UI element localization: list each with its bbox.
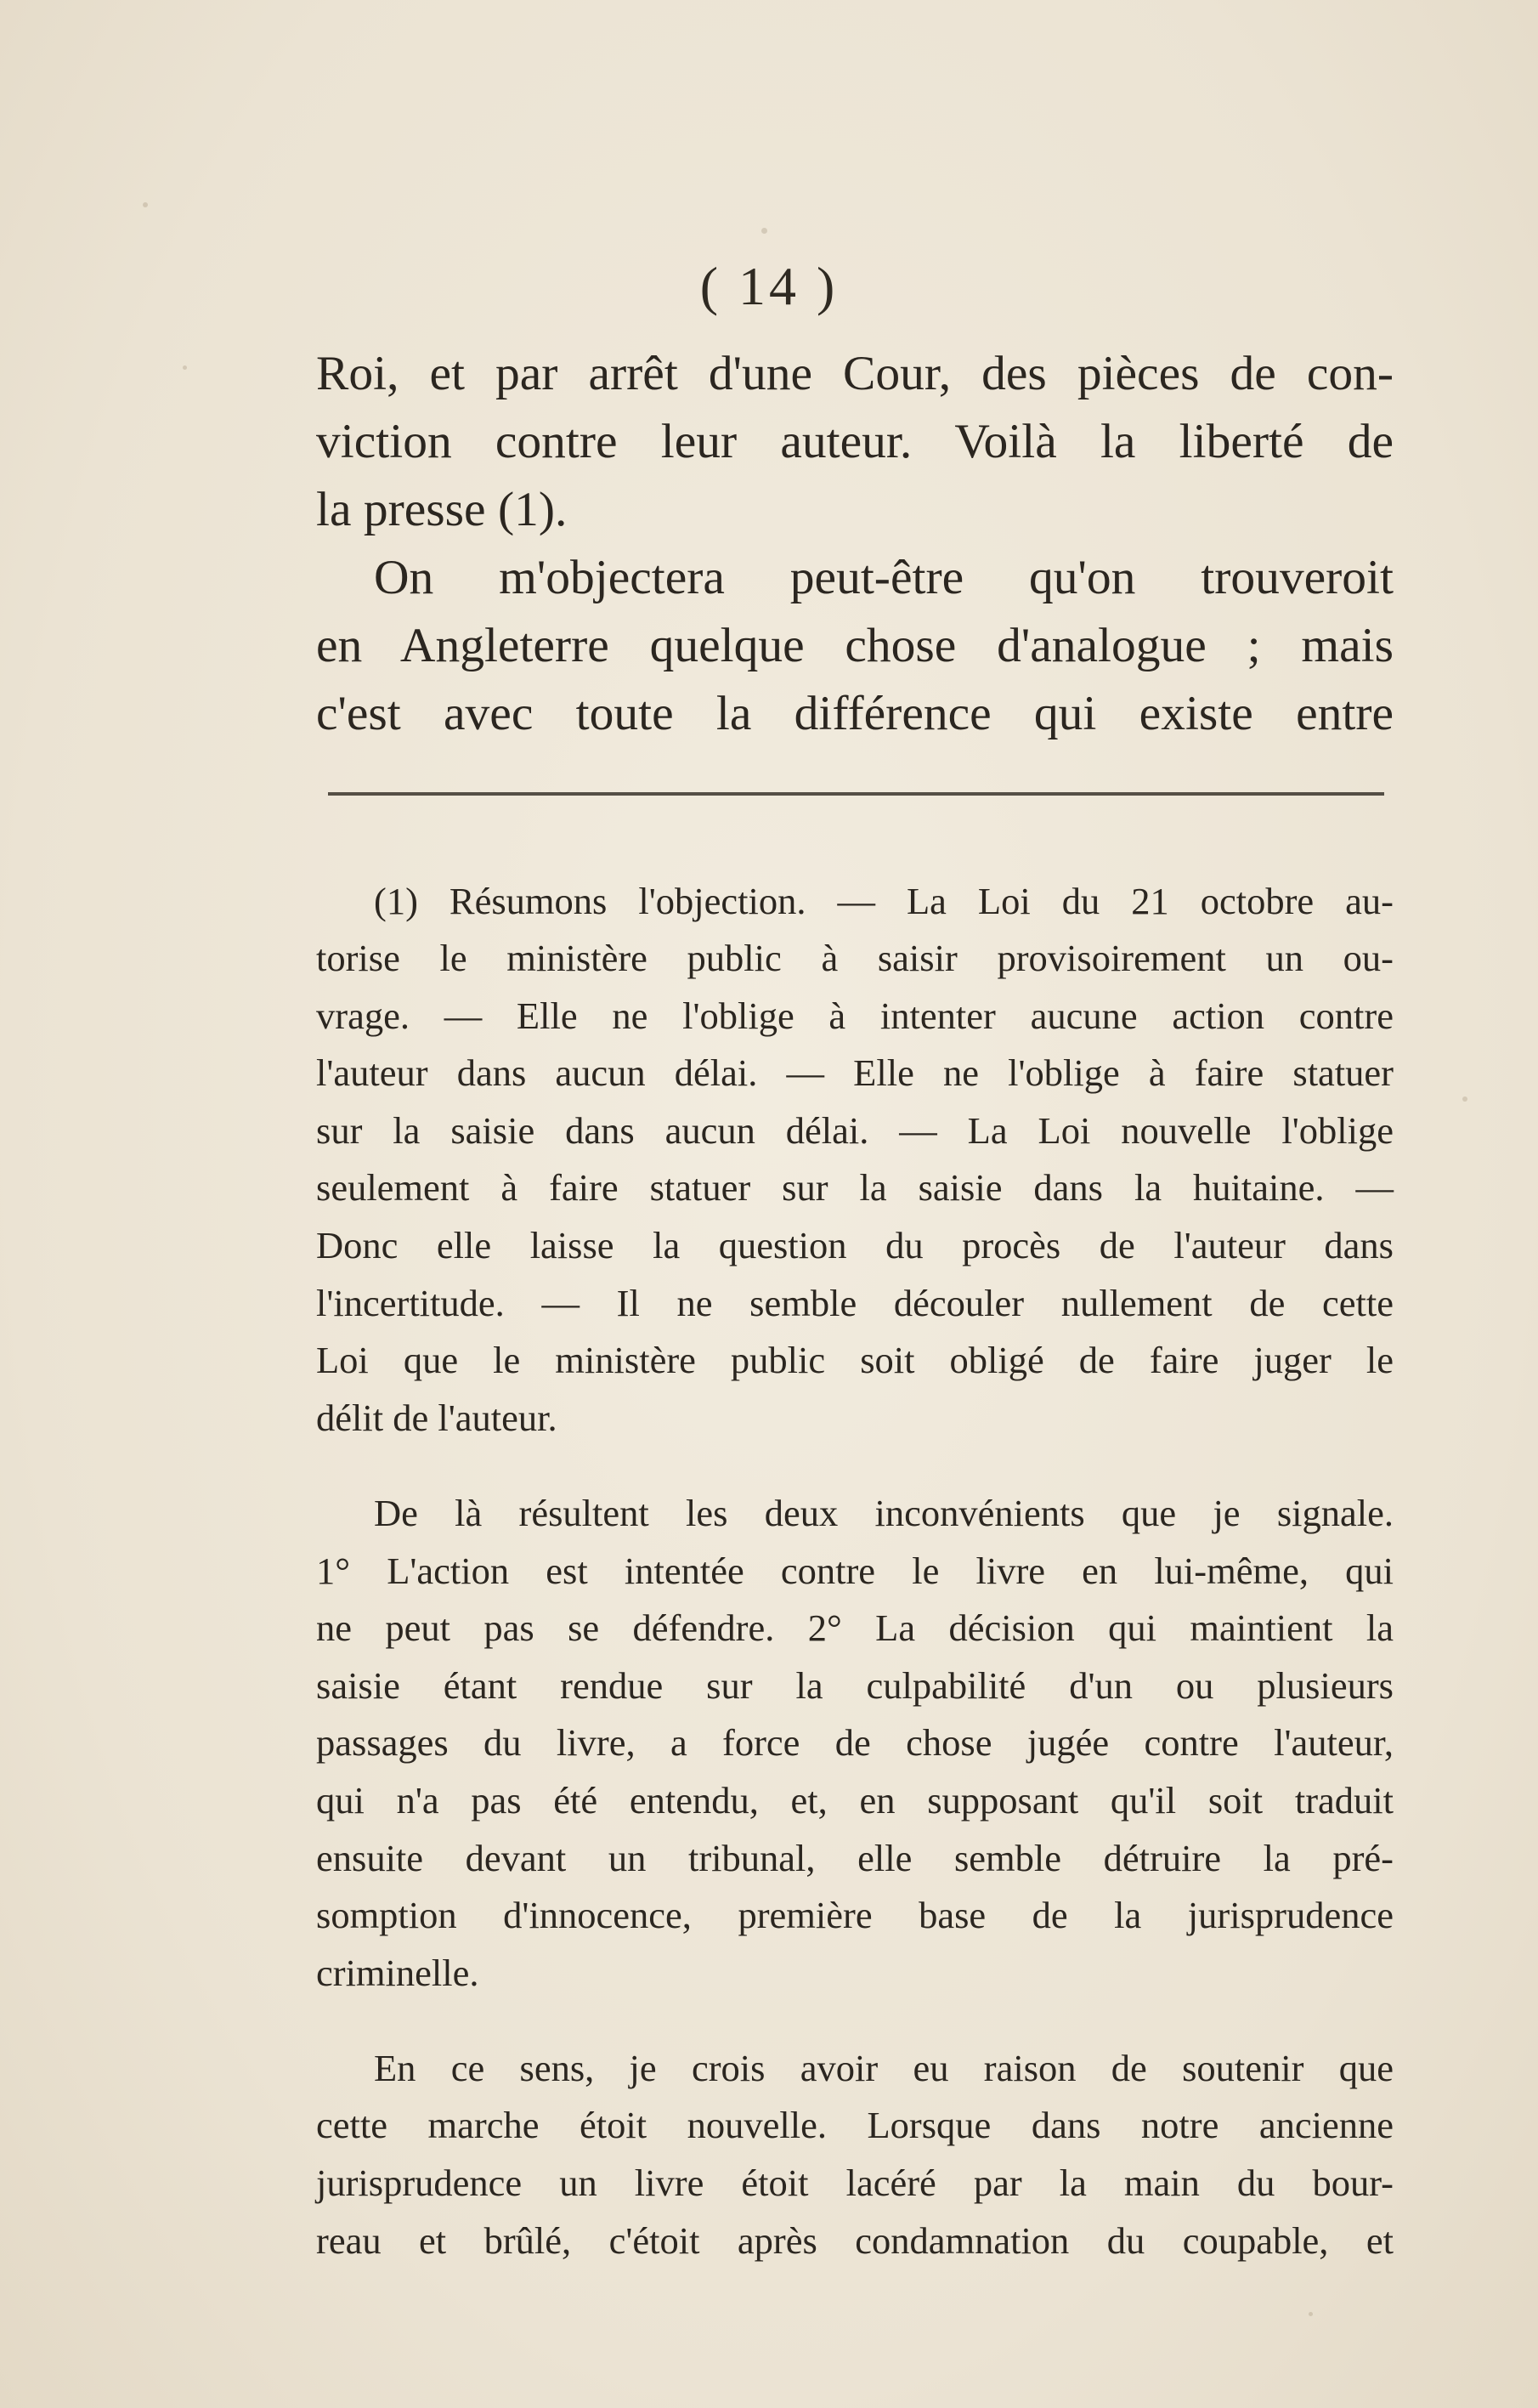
text-line: reau et brûlé, c'étoit après condamnation du coupable, et bbox=[316, 2218, 1394, 2262]
footnote bbox=[316, 835, 1394, 2308]
main-paragraph bbox=[316, 544, 1394, 748]
foxing-spot bbox=[183, 365, 187, 370]
text-line: 1° L'action est intentée contre le livre en lui-même, qui bbox=[316, 1549, 1394, 1592]
foxing-spot bbox=[143, 202, 148, 207]
text-line: c'est avec toute la différence qui existe entre bbox=[316, 687, 1394, 740]
text-line: somption d'innocence, première base de la jurisprudence bbox=[316, 1894, 1394, 1937]
main-paragraph bbox=[316, 340, 1394, 544]
text-line: Roi, et par arrêt d'une Cour, des pièces de con- bbox=[316, 347, 1394, 400]
text-line: viction contre leur auteur. Voilà la liberté de bbox=[316, 415, 1394, 468]
page-number: ( 14 ) bbox=[699, 256, 839, 316]
text-line: En ce sens, je crois avoir eu raison de soutenir que bbox=[374, 2046, 1394, 2089]
text-line: sur la saisie dans aucun délai. — La Loi nouvelle l'oblige bbox=[316, 1108, 1394, 1152]
text-line: saisie étant rendue sur la culpabilité d'un ou plusieurs bbox=[316, 1663, 1394, 1707]
text-line: cette marche étoit nouvelle. Lorsque dans notre ancienne bbox=[316, 2104, 1394, 2147]
footnote-rule bbox=[328, 792, 1384, 796]
text-line: en Angleterre quelque chose d'analogue ; mais bbox=[316, 619, 1394, 672]
text-line: torise le ministère public à saisir provisoirement un ou- bbox=[316, 937, 1394, 980]
main-text bbox=[316, 340, 1394, 748]
foxing-spot bbox=[1309, 2312, 1313, 2316]
text-line: l'incertitude. — Il ne semble découler nullement de cette bbox=[316, 1281, 1394, 1324]
foxing-spot bbox=[761, 228, 767, 234]
text-line: criminelle. bbox=[316, 1951, 479, 1994]
foxing-spot bbox=[1462, 1096, 1467, 1102]
text-line: l'auteur dans aucun délai. — Elle ne l'oblige à faire statuer bbox=[316, 1051, 1394, 1095]
footnote-paragraph bbox=[316, 1485, 1394, 2002]
text-line: Donc elle laisse la question du procès de l'auteur dans bbox=[316, 1224, 1394, 1267]
text-line: ne peut pas se défendre. 2° La décision qui maintient la bbox=[316, 1606, 1394, 1650]
text-line: délit de l'auteur. bbox=[316, 1396, 557, 1439]
text-line: De là résultent les deux inconvénients que je signale. bbox=[374, 1491, 1394, 1534]
text-line: seulement à faire statuer sur la saisie dans la huitaine. — bbox=[316, 1166, 1394, 1210]
text-line: Loi que le ministère public soit obligé de faire juger le bbox=[316, 1339, 1394, 1382]
text-line: passages du livre, a force de chose jugée contre l'auteur, bbox=[316, 1721, 1394, 1765]
footnote-paragraph bbox=[316, 2040, 1394, 2269]
text-line: qui n'a pas été entendu, et, en supposant qu'il soit traduit bbox=[316, 1778, 1394, 1822]
footnote-paragraph bbox=[316, 873, 1394, 1448]
text-line: (1) Résumons l'objection. — La Loi du 21 octobre au- bbox=[374, 879, 1394, 922]
text-line: On m'objectera peut-être qu'on trouveroit bbox=[374, 551, 1394, 604]
text-line: la presse (1). bbox=[316, 483, 568, 536]
text-line: ensuite devant un tribunal, elle semble détruire la pré- bbox=[316, 1836, 1394, 1879]
text-line: jurisprudence un livre étoit lacéré par la main du bour- bbox=[316, 2161, 1394, 2204]
text-line: vrage. — Elle ne l'oblige à intenter aucune action contre bbox=[316, 994, 1394, 1037]
